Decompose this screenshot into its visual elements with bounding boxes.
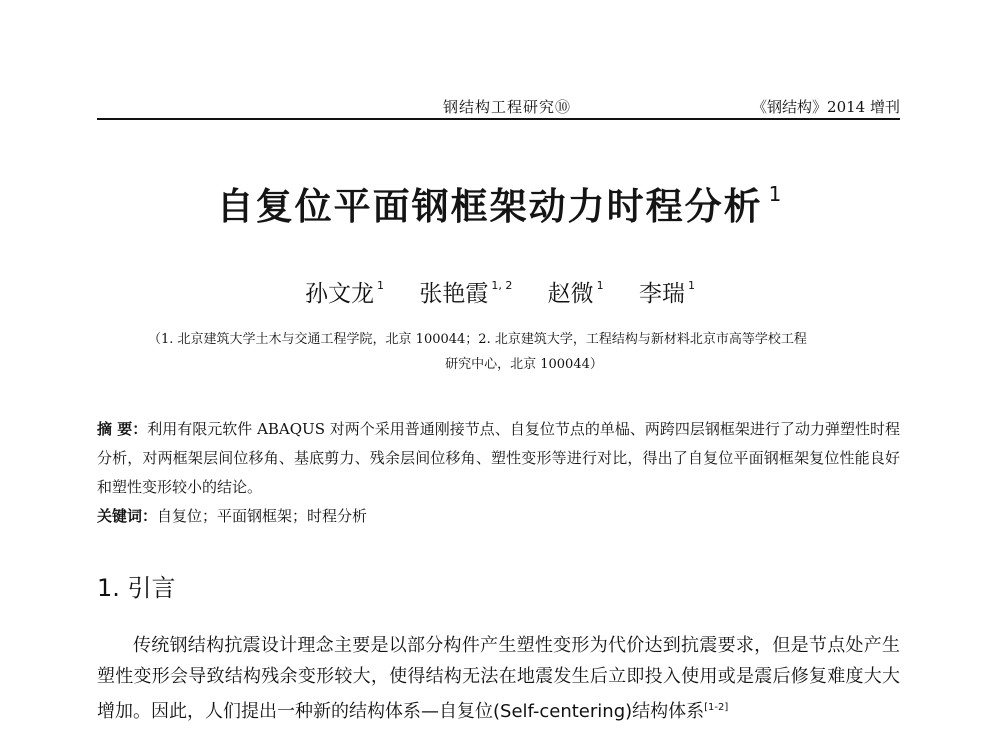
author-affil-mark: 1 xyxy=(377,279,385,292)
journal-series: 钢结构工程研究⑩ xyxy=(443,98,572,116)
author-name: 赵微 xyxy=(547,281,594,307)
abstract-label: 摘 要： xyxy=(97,420,148,438)
abstract-text: 利用有限元软件 ABAQUS 对两个采用普通刚接节点、自复位节点的单榀、两跨四层钢框架进行了动力弹塑性时程分析，对两框架层间位移角、基底剪力、残余层间位移角、塑性变形等进行对比，得出了自复位平面钢框架复位性能良好和塑性变形较小的结论。 xyxy=(97,420,900,496)
keywords-line xyxy=(97,502,900,531)
title-text: 自复位平面钢框架动力时程分析 xyxy=(216,185,763,228)
journal-issue: 《钢结构》2014 增刊 xyxy=(752,98,900,116)
keywords-label: 关键词： xyxy=(97,507,158,525)
title-footnote-mark: 1 xyxy=(768,182,784,206)
paper-title xyxy=(0,176,1000,230)
affiliations xyxy=(148,327,900,377)
author-name: 孙文龙 xyxy=(305,281,375,307)
affiliation-line: 研究中心，北京 100044） xyxy=(445,357,603,372)
author-name: 李瑞 xyxy=(638,281,685,307)
intro-text: 传统钢结构抗震设计理念主要是以部分构件产生塑性变形为代价达到抗震要求，但是节点处产生塑性变形会导致结构残余变形较大，使得结构无法在地震发生后立即投入使用或是震后修复难度大大增加。因此，人们提出一种新的结构体系—自复位(Self-centering)结构体系 xyxy=(97,635,900,722)
keywords-text: 自复位；平面钢框架；时程分析 xyxy=(157,507,368,525)
author-affil-mark: 1 xyxy=(596,279,604,292)
affiliation-line: （1. 北京建筑大学土木与交通工程学院，北京 100044；2. 北京建筑大学，工程结构与新材料北京市高等学校工程 xyxy=(148,332,807,347)
author xyxy=(548,281,604,307)
author xyxy=(639,281,695,307)
author xyxy=(305,281,384,307)
abstract xyxy=(97,415,900,531)
body-text xyxy=(97,630,900,727)
intro-paragraph xyxy=(97,630,900,727)
author-affil-mark: 1, 2 xyxy=(491,279,513,292)
running-header xyxy=(97,92,900,120)
author-list xyxy=(0,275,1000,308)
author-affil-mark: 1 xyxy=(687,279,695,292)
section-heading: 1. 引言 xyxy=(97,574,176,602)
citation-mark: [1-2] xyxy=(704,702,729,713)
author xyxy=(419,281,512,307)
author-name: 张艳霞 xyxy=(419,281,489,307)
